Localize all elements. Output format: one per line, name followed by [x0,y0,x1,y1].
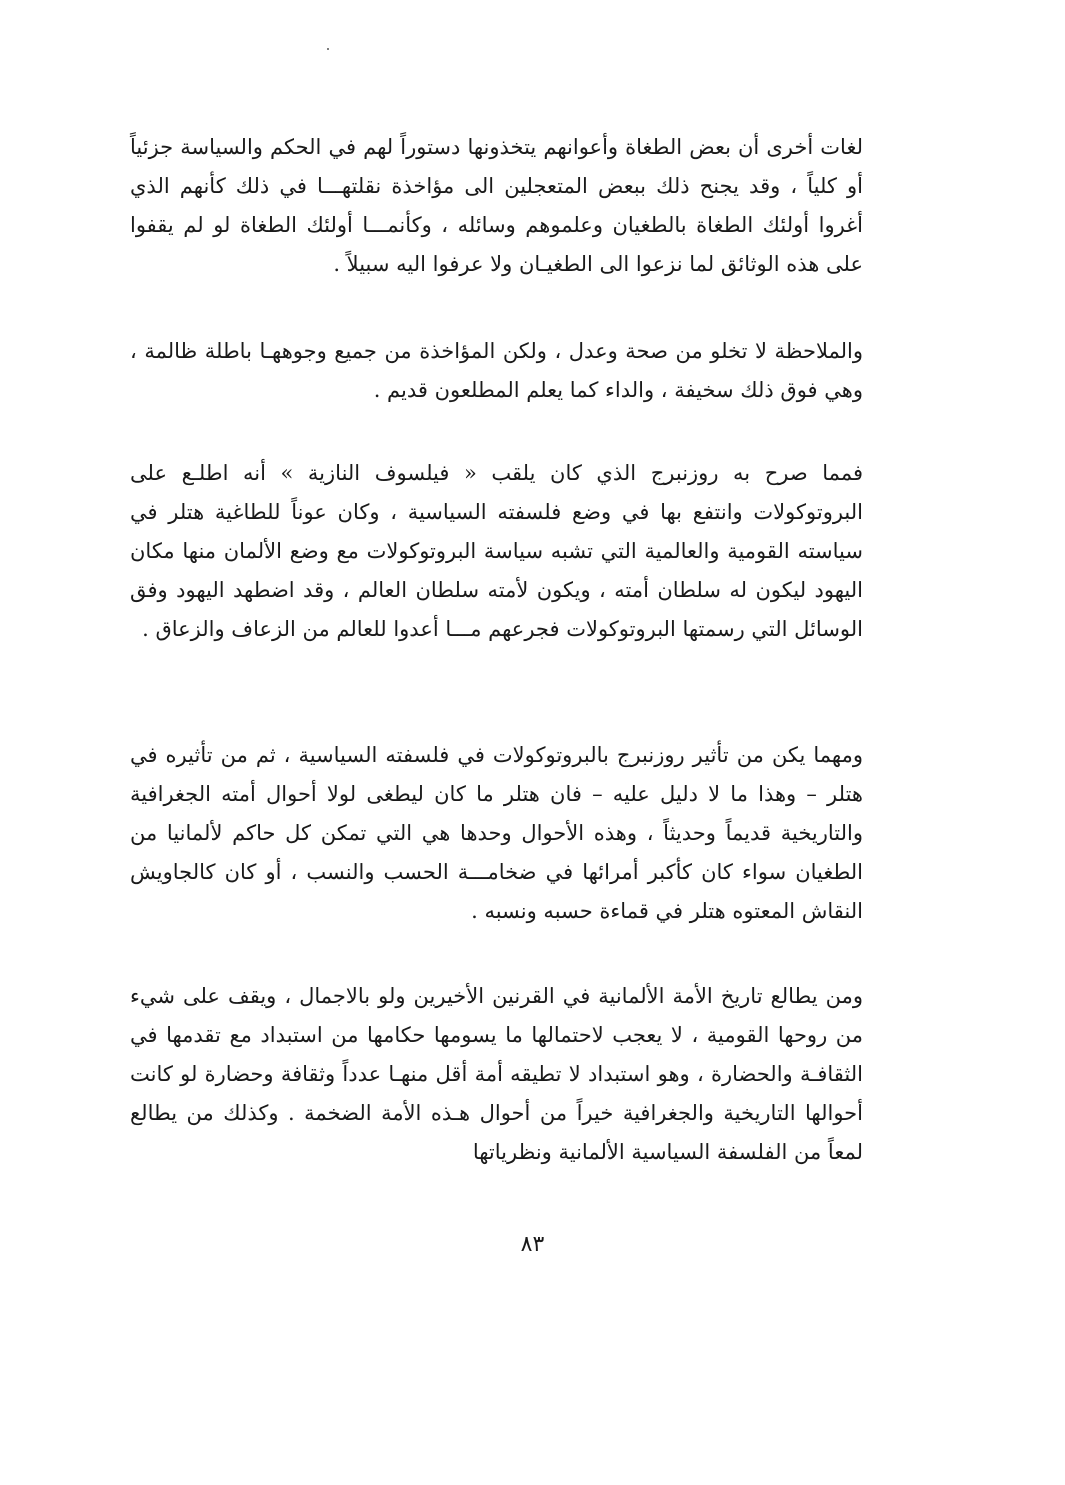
paragraph-text: والملاحظة لا تخلو من صحة وعدل ، ولكن المؤاخذة من جميع وجوههـا باطلة ظالمة ، وهي فوق ذلك سخيفة ، والداء كما يعلم المطلعون قديم . [130,339,863,402]
scan-speck [327,48,329,50]
paragraph-4 [130,736,863,931]
paragraph-3 [130,454,863,649]
paragraph-5 [130,977,863,1172]
paragraph-text: ومن يطالع تاريخ الأمة الألمانية في القرنين الأخيرين ولو بالاجمال ، ويقف على شيء من روحها القومية ، لا يعجب لاحتمالها ما يسومها حكامها من استبداد مع تقدمها في الثقافـة والحضارة ، وهو استبداد لا تطيقه أمة أقل منهـا عدداً وثقافة وحضارة لو كانت أحوالها التاريخية والجغرافية خيراً من أحوال هـذه الأمة الضخمة . وكذلك من يطالع لمعاً من الفلسفة السياسية الألمانية ونظرياتها [130,984,863,1164]
paragraph-text: ومهما يكن من تأثير روزنبرج بالبروتوكولات في فلسفته السياسية ، ثم من تأثيره في هتلر – وهذا ما لا دليل عليه – فان هتلر ما كان ليطغى لولا أحوال أمته الجغرافية والتاريخية قديماً وحديثاً ، وهذه الأحوال وحدها هي التي تمكن كل حاكم لألمانيا من الطغيان سواء كان كأكبر أمرائها في ضخامـــة الحسب والنسب ، أو كان كالجاويش النقاش المعتوه هتلر في قماءة حسبه ونسبه . [130,743,863,923]
paragraph-text: فمما صرح به روزنبرج الذي كان يلقب « فيلسوف النازية » أنه اطلـع على البروتوكولات وانتفع بها في وضع فلسفته السياسية ، وكان عوناً للطاغية هتلر في سياسته القومية والعالمية التي تشبه سياسة البروتوكولات مع وضع الألمان منها مكان اليهود ليكون له سلطان أمته ، ويكون لأمته سلطان العالم ، وقد اضطهد اليهود وفق الوسائل التي رسمتها البروتوكولات فجرعهم مـــا أعدوا للعالم من الزعاف والزعاق . [130,461,863,641]
paragraph-text: لغات أخرى أن بعض الطغاة وأعوانهم يتخذونها دستوراً لهم في الحكم والسياسة جزئياً أو كلياً ، وقد يجنح ذلك ببعض المتعجلين الى مؤاخذة نقلتهـــا في ذلك كأنهم الذي أغروا أولئك الطغاة بالطغيان وعلموهم وسائله ، وكأنمـــا أولئك الطغاة لو لم يقفوا على هذه الوثائق لما نزعوا الى الطغيـان ولا عرفوا اليه سبيلاً . [130,135,863,276]
paragraph-2 [130,332,863,410]
paragraph-1 [130,128,863,284]
page-number: ٨٣ [520,1232,545,1257]
